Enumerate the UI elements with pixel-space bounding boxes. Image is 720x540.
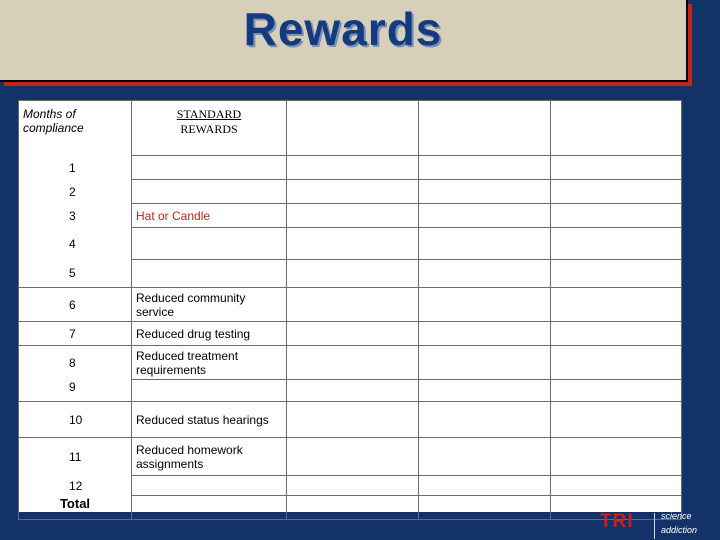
standard-header-line1: STANDARD	[176, 107, 242, 121]
table-row	[19, 260, 682, 288]
empty-cell	[551, 402, 682, 438]
logo-divider	[654, 513, 655, 539]
empty-cell	[551, 260, 682, 288]
empty-cell	[419, 496, 551, 520]
empty-cell	[419, 260, 551, 288]
reward-cell	[132, 228, 287, 260]
empty-cell	[551, 380, 682, 402]
page-title: Rewards	[243, 3, 443, 55]
empty-cell	[419, 380, 551, 402]
table-row	[19, 228, 682, 260]
month-cell: 5	[19, 260, 132, 288]
logo-tagline-addiction: addiction	[661, 525, 698, 535]
month-cell: 10	[19, 402, 132, 438]
month-cell: 6	[19, 288, 132, 322]
empty-cell	[419, 346, 551, 380]
table-row	[19, 156, 682, 180]
months-header-line2: compliance	[23, 121, 84, 135]
month-cell: 4	[19, 228, 132, 260]
reward-cell	[132, 260, 287, 288]
empty-cell	[551, 438, 682, 476]
month-cell: 1	[19, 156, 132, 180]
table-row	[19, 438, 682, 476]
month-cell: 11	[19, 438, 132, 476]
empty-cell	[287, 402, 419, 438]
empty-cell	[419, 438, 551, 476]
table-row	[19, 288, 682, 322]
empty-cell	[419, 476, 551, 496]
table-row	[19, 476, 682, 496]
empty-cell	[551, 322, 682, 346]
rewards-table	[18, 100, 682, 520]
empty-cell	[419, 156, 551, 180]
table-row	[19, 322, 682, 346]
month-cell: 2	[19, 180, 132, 204]
standard-header-line2: REWARDS	[180, 122, 238, 136]
empty-cell	[419, 180, 551, 204]
empty-cell	[419, 402, 551, 438]
empty-cell	[287, 346, 419, 380]
standard-rewards-header	[132, 101, 287, 156]
reward-cell: Reduced status hearings	[132, 402, 287, 438]
empty-header-cell	[419, 101, 551, 156]
months-header	[19, 101, 132, 156]
reward-cell	[132, 380, 287, 402]
empty-cell	[551, 288, 682, 322]
empty-cell	[551, 204, 682, 228]
logo-brand: TRI	[600, 511, 634, 532]
empty-cell	[287, 204, 419, 228]
empty-cell	[419, 228, 551, 260]
empty-cell	[287, 496, 419, 520]
empty-header-cell	[551, 101, 682, 156]
empty-cell	[419, 204, 551, 228]
reward-cell: Reduced drug testing	[132, 322, 287, 346]
empty-cell	[551, 180, 682, 204]
empty-cell	[287, 380, 419, 402]
empty-cell	[551, 228, 682, 260]
empty-cell	[287, 228, 419, 260]
reward-cell: Reduced community service	[132, 288, 287, 322]
total-label: Total	[19, 496, 132, 520]
empty-cell	[132, 496, 287, 520]
rewards-table-container	[18, 100, 681, 512]
logo-tagline-science: science	[661, 511, 692, 521]
empty-cell	[551, 346, 682, 380]
table-row	[19, 204, 682, 228]
empty-cell	[419, 288, 551, 322]
month-cell: 9	[19, 380, 132, 402]
title-banner	[0, 0, 688, 82]
reward-cell	[132, 476, 287, 496]
month-cell: 7	[19, 322, 132, 346]
month-cell: 3	[19, 204, 132, 228]
empty-header-cell	[287, 101, 419, 156]
empty-cell	[419, 322, 551, 346]
table-header-row	[19, 101, 682, 156]
reward-cell: Reduced treatment requirements	[132, 346, 287, 380]
empty-cell	[287, 260, 419, 288]
empty-cell	[287, 156, 419, 180]
empty-cell	[287, 288, 419, 322]
empty-cell	[287, 438, 419, 476]
reward-cell: Reduced homework assignments	[132, 438, 287, 476]
empty-cell	[287, 180, 419, 204]
empty-cell	[287, 476, 419, 496]
reward-cell	[132, 180, 287, 204]
table-row	[19, 402, 682, 438]
month-cell: 8	[19, 346, 132, 380]
table-row	[19, 380, 682, 402]
empty-cell	[551, 476, 682, 496]
tri-logo	[600, 511, 720, 540]
empty-cell	[287, 322, 419, 346]
reward-cell: Hat or Candle	[132, 204, 287, 228]
total-row	[19, 496, 682, 520]
reward-cell	[132, 156, 287, 180]
empty-cell	[551, 156, 682, 180]
table-row	[19, 346, 682, 380]
table-row	[19, 180, 682, 204]
month-cell: 12	[19, 476, 132, 496]
months-header-line1: Months of	[23, 107, 76, 121]
